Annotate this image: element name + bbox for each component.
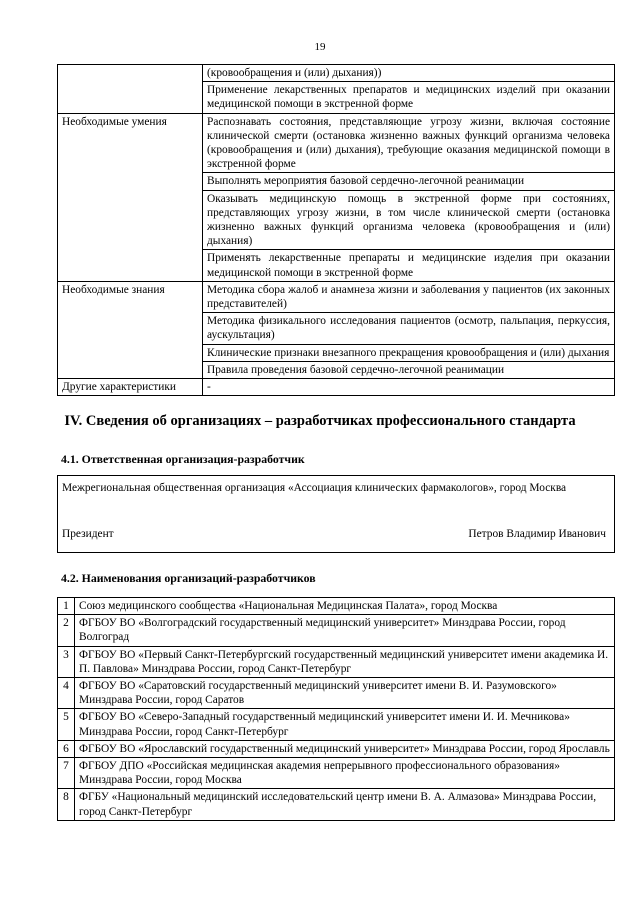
developer-organizations-table: [57, 597, 615, 821]
organization-name: ФГБОУ ВО «Саратовский государственный медицинский университет имени В. И. Разумовского» Минздрава России, город Саратов: [75, 678, 615, 709]
table-row: [58, 615, 615, 646]
row-value: Правила проведения базовой сердечно-легочной реанимации: [203, 361, 615, 378]
row-value: Оказывать медицинскую помощь в экстренной форме при состояниях, представляющих угрозу жизни, в том числе клинической смерти (остановка жизненно важных функций организма человека (кровообращения и (или) дыхания): [203, 190, 615, 250]
row-label: [58, 65, 203, 114]
subsection-41-title: 4.1. Ответственная организация-разработчик: [61, 452, 305, 466]
responsible-organization-name: Межрегиональная общественная организация «Ассоциация клинических фармакологов», город Москва: [62, 482, 567, 494]
row-label-other: Другие характеристики: [58, 379, 203, 396]
skills-knowledge-table: [57, 64, 615, 396]
row-number: 8: [58, 789, 75, 820]
head-name: Петров Владимир Иванович: [468, 528, 606, 540]
row-value: Методика физикального исследования пациентов (осмотр, пальпация, перкуссия, аускультация): [203, 313, 615, 344]
page-number: 19: [314, 41, 326, 53]
organization-name: Союз медицинского сообщества «Национальная Медицинская Палата», город Москва: [75, 598, 615, 615]
subsection-42-title: 4.2. Наименования организаций-разработчиков: [61, 571, 316, 585]
row-number: 7: [58, 758, 75, 789]
responsible-organization-box: [57, 475, 615, 553]
row-label-knowledge: Необходимые знания: [58, 281, 203, 378]
row-number: 3: [58, 646, 75, 677]
table-row: [58, 113, 615, 173]
row-number: 2: [58, 615, 75, 646]
row-number: 1: [58, 598, 75, 615]
row-value: -: [203, 379, 615, 396]
organization-name: ФГБОУ ВО «Волгоградский государственный медицинский университет» Минздрава России, город Волгоград: [75, 615, 615, 646]
organization-name: ФГБОУ ВО «Северо-Западный государственный медицинский университет имени И. И. Мечникова» Минздрава России, город Санкт-Петербург: [75, 709, 615, 740]
row-value: Выполнять мероприятия базовой сердечно-легочной реанимации: [203, 173, 615, 190]
table-row: [58, 758, 615, 789]
table-row: [58, 281, 615, 312]
row-value: Клинические признаки внезапного прекращения кровообращения и (или) дыхания: [203, 344, 615, 361]
organization-name: ФГБУ «Национальный медицинский исследовательский центр имени В. А. Алмазова» Минздрава России, город Санкт-Петербург: [75, 789, 615, 820]
organization-name: ФГБОУ ВО «Первый Санкт-Петербургский государственный медицинский университет имени академика И. П. Павлова» Минздрава России, город Санкт-Петербург: [75, 646, 615, 677]
row-value: Применять лекарственные препараты и медицинские изделия при оказании медицинской помощи в экстренной форме: [203, 250, 615, 281]
row-number: 6: [58, 740, 75, 757]
section-title: IV. Сведения об организациях – разработчиках профессионального стандарта: [64, 413, 576, 429]
row-number: 4: [58, 678, 75, 709]
table-row: [58, 678, 615, 709]
table-row: [58, 740, 615, 757]
row-label-skills: Необходимые умения: [58, 113, 203, 281]
row-value: Распознавать состояния, представляющие угрозу жизни, включая состояние клинической смерти (остановка жизненно важных функций организма человека (кровообращения и (или) дыхания), требующие оказания медицинской помощи в экстренной форме: [203, 113, 615, 173]
row-number: 5: [58, 709, 75, 740]
organization-name: ФГБОУ ДПО «Российская медицинская академия непрерывного профессионального образования» Минздрава России, город Москва: [75, 758, 615, 789]
row-value: (кровообращения и (или) дыхания)): [203, 65, 615, 82]
table-row: [58, 709, 615, 740]
table-row: [58, 65, 615, 82]
table-row: [58, 646, 615, 677]
organization-name: ФГБОУ ВО «Ярославский государственный медицинский университет» Минздрава России, город Ярославль: [75, 740, 615, 757]
head-role: Президент: [62, 528, 114, 540]
row-value: Методика сбора жалоб и анамнеза жизни и заболевания у пациентов (их законных представителей): [203, 281, 615, 312]
table-row: [58, 379, 615, 396]
row-value: Применение лекарственных препаратов и медицинских изделий при оказании медицинской помощи в экстренной форме: [203, 82, 615, 113]
table-row: [58, 598, 615, 615]
table-row: [58, 789, 615, 820]
